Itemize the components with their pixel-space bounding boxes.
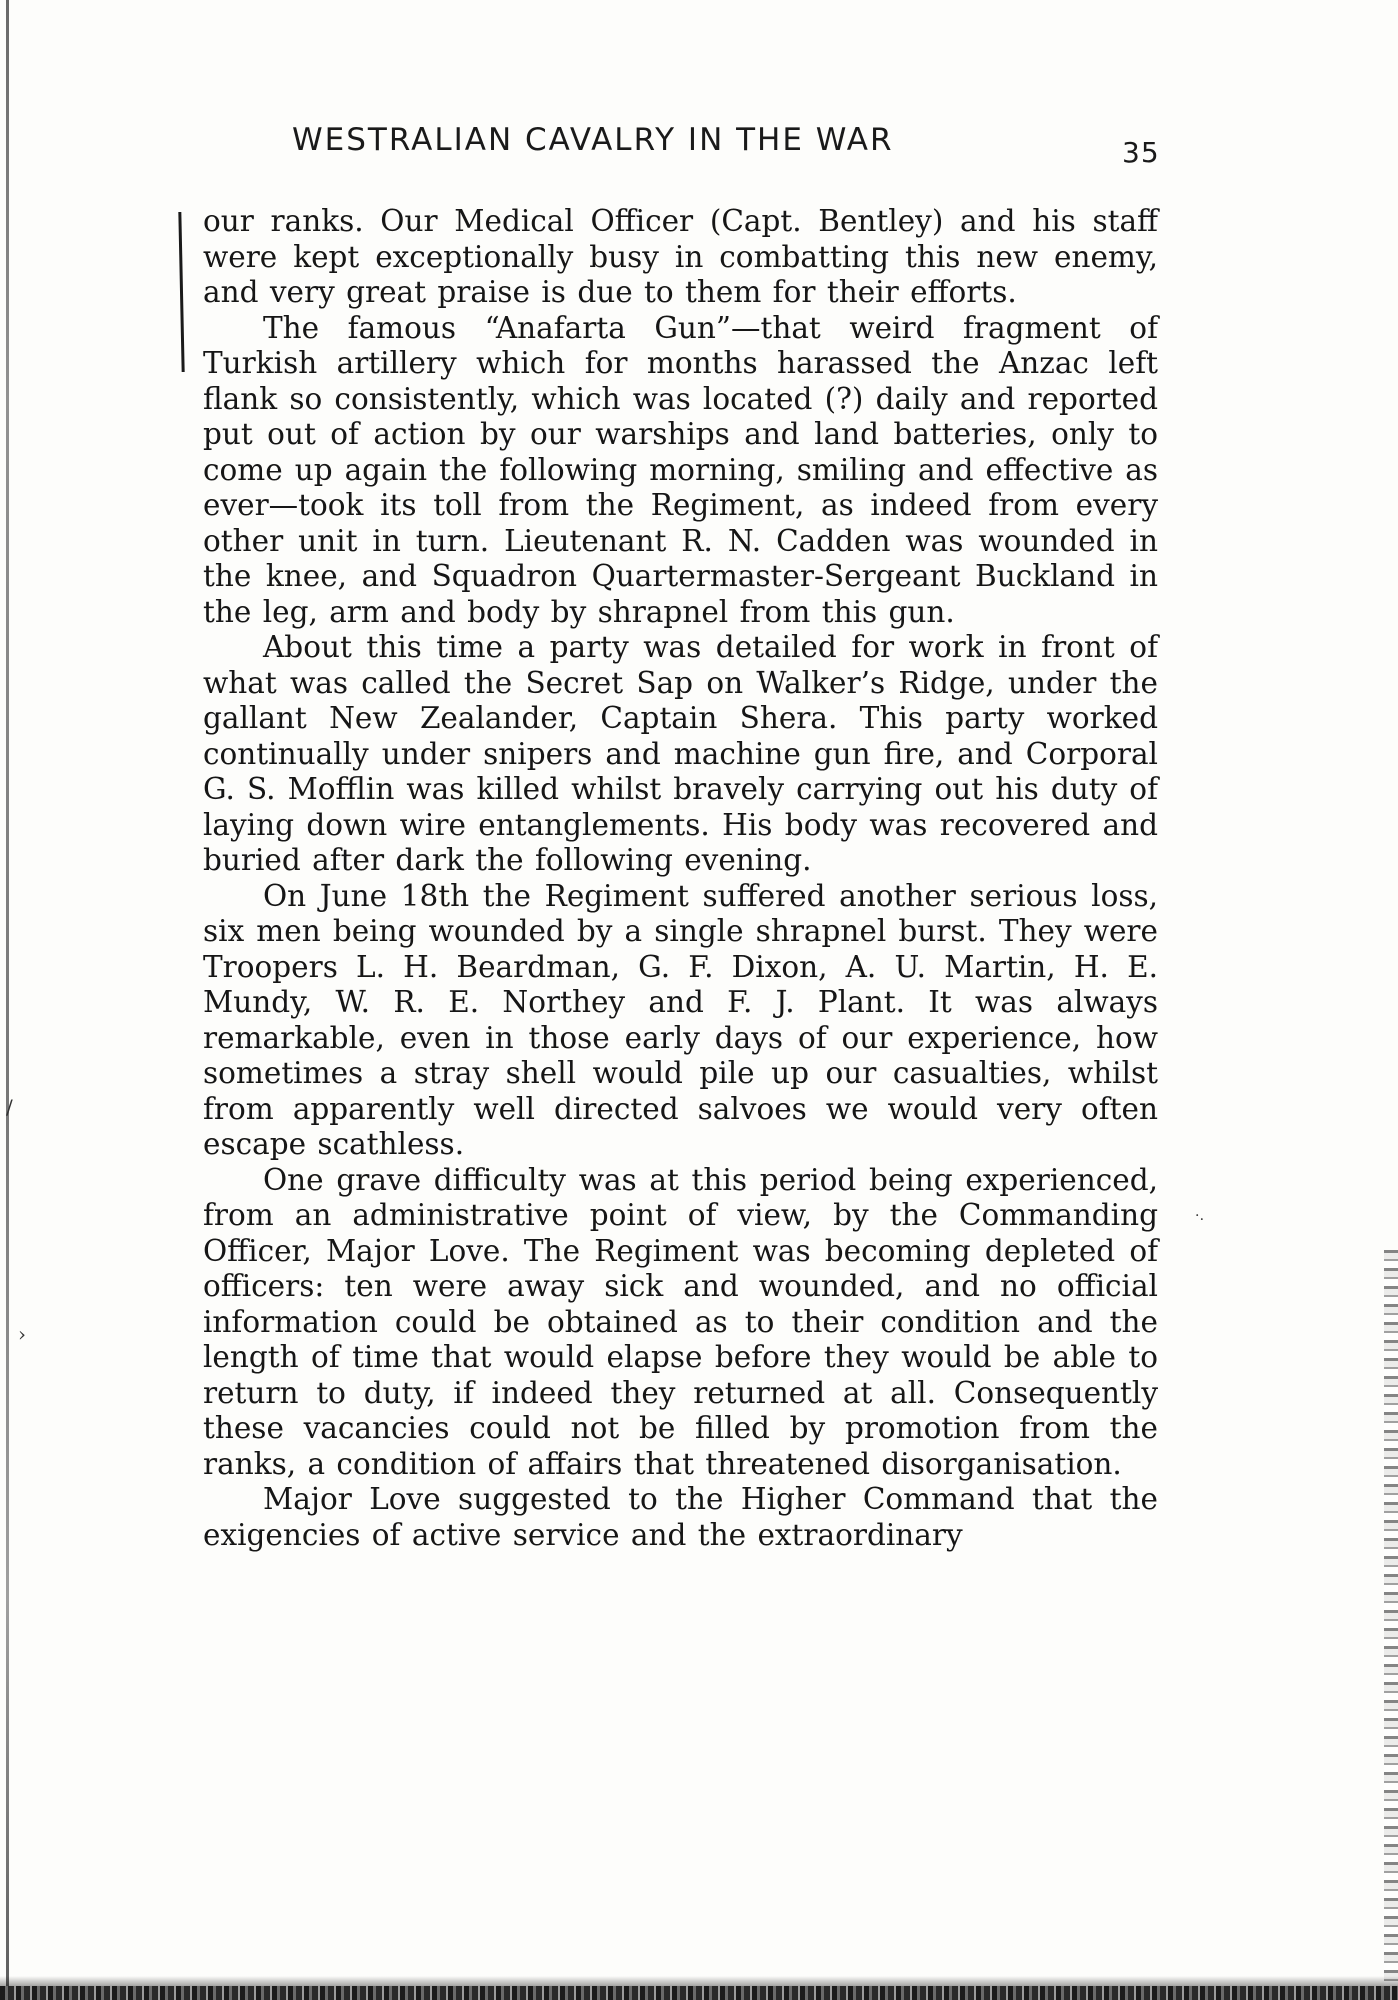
scan-bottom-edge (0, 1986, 1398, 2000)
margin-speck: ·․ (1195, 1208, 1205, 1224)
margin-speck: › (18, 1322, 26, 1346)
paragraph: On June 18th the Regiment suffered another serious loss, six men being wounded by a single shrapnel burst. They were Troopers L. H. Beardman, G. F. Dixon, A. U. Martin, H. E. Mundy, W. R. E. Northey and F. J. Plant. It was always remarkable, even in those early days of our experience, how sometimes a stray shell would pile up our casualties, whilst from apparently well directed salvoes we would very often escape scathless. (203, 878, 1158, 1161)
paragraph: The famous “Anafarta Gun”—that weird fragment of Turkish artillery which for months harassed the Anzac left flank so consistently, which was located (?) daily and reported put out of action by our warships and land batteries, only to come up again the following morning, smiling and effective as ever—took its toll from the Regiment, as indeed from every other unit in turn. Lieutenant R. N. Cadden was wounded in the knee, and Squadron Quartermaster-Sergeant Buckland in the leg, arm and body by shrapnel from this gun. (203, 310, 1158, 629)
scan-right-edge (1384, 1250, 1398, 2000)
scan-left-edge (6, 0, 9, 2000)
paragraph: our ranks. Our Medical Officer (Capt. Bentley) and his staff were kept exceptionally busy in combatting this new enemy, and very great praise is due to them for their efforts. (203, 204, 1158, 309)
paragraph: One grave difficulty was at this period being experienced, from an administrative point of view, by the Commanding Officer, Major Love. The Regiment was becoming depleted of officers: ten were away sick and wounded, and no official information could be obtained as to their condition and the length of time that would elapse before they would be able to return to duty, if indeed they returned at all. Consequently these vacancies could not be filled by promotion from the ranks, a condition of affairs that threatened disorganisation. (203, 1162, 1158, 1481)
paragraph: About this time a party was detailed for work in front of what was called the Secret Sap on Walker’s Ridge, under the gallant New Zealander, Captain Shera. This party worked continually under snipers and machine gun fire, and Corporal G. S. Mofflin was killed whilst bravely carrying out his duty of laying down wire entanglements. His body was recovered and buried after dark the following evening. (203, 630, 1158, 877)
scan-bottom-shadow (0, 1976, 1398, 1986)
margin-pencil-mark (178, 212, 184, 372)
body-text (203, 204, 1158, 1553)
page-number: 35 (1122, 136, 1160, 169)
margin-speck: / (6, 1095, 13, 1119)
paragraph: Major Love suggested to the Higher Command that the exigencies of active service and the extraordinary (203, 1482, 1158, 1552)
running-title: WESTRALIAN CAVALRY IN THE WAR (292, 122, 894, 158)
running-head (292, 122, 1192, 172)
